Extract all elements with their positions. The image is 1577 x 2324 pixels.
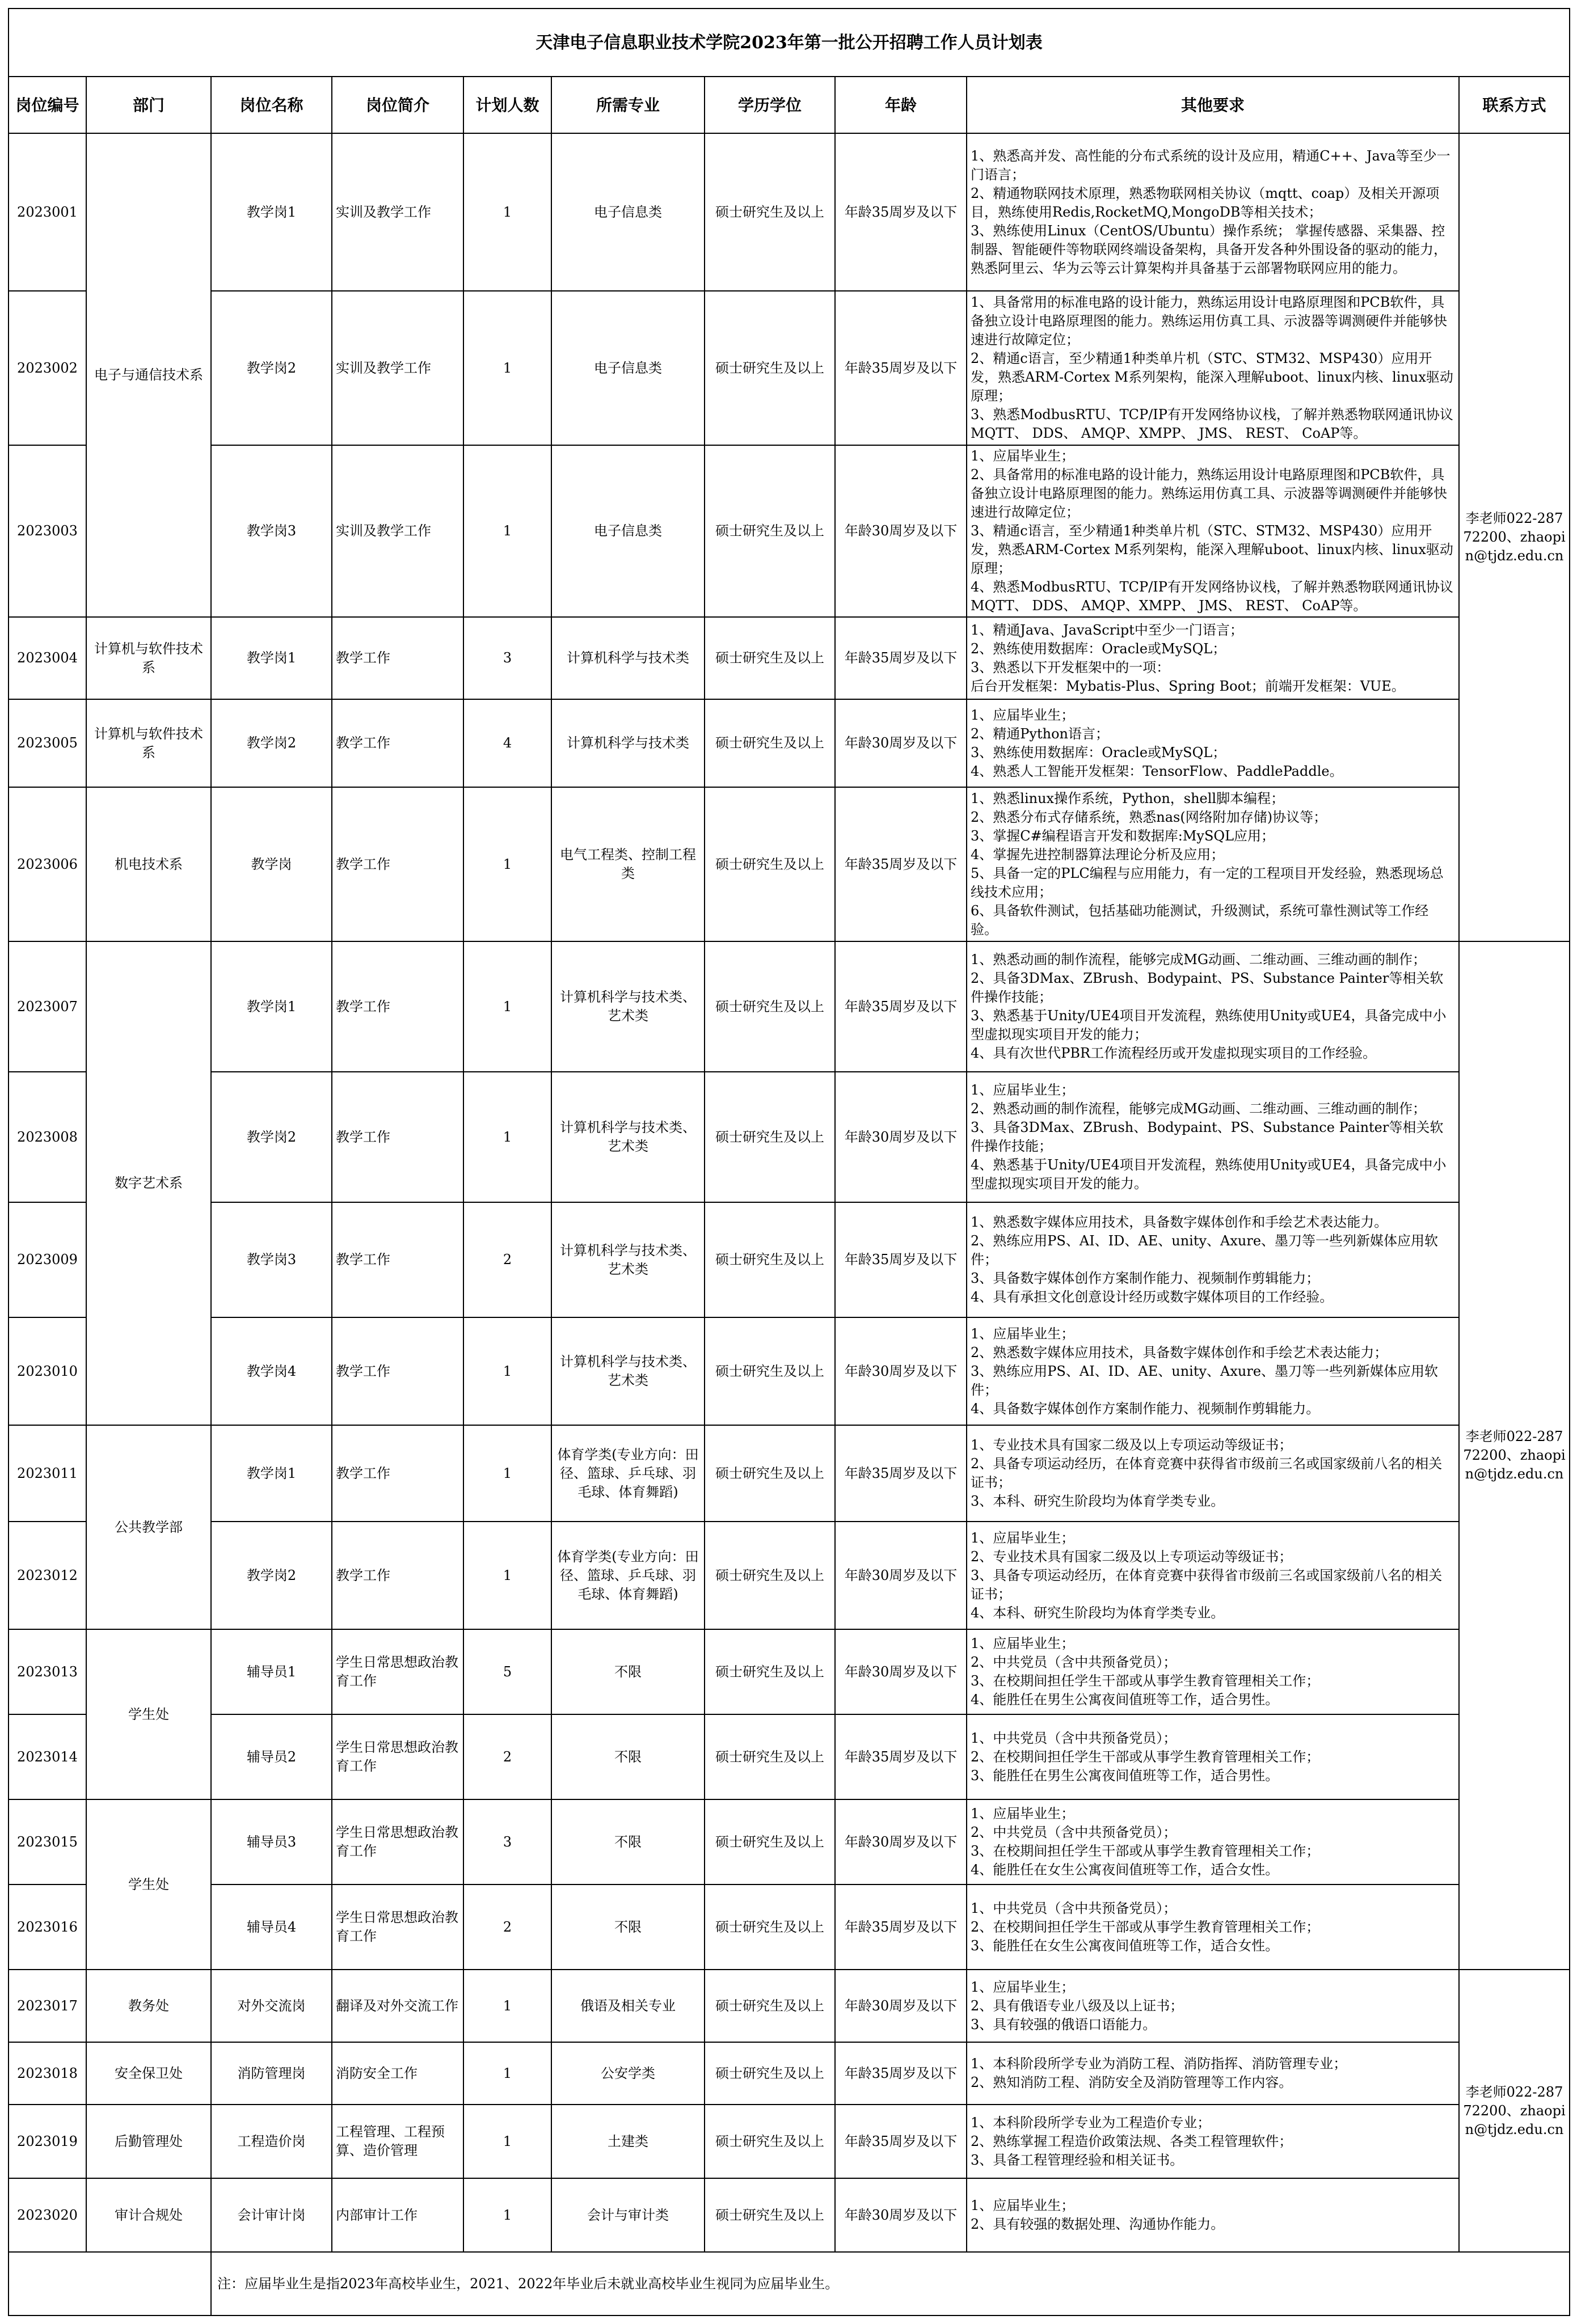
position-intro: 实训及教学工作 [332, 133, 463, 291]
age-limit: 年龄30周岁及以下 [835, 1629, 967, 1714]
requirement-line: 3、具备数字媒体创作方案制作能力、视频制作剪辑能力； [971, 1270, 1320, 1286]
age-limit: 年龄30周岁及以下 [835, 2178, 967, 2252]
position-name: 会计审计岗 [211, 2178, 332, 2252]
education: 硕士研究生及以上 [705, 1522, 835, 1629]
other-requirements [967, 1970, 1459, 2042]
other-requirements [967, 1425, 1459, 1522]
requirement-line: 4、掌握先进控制器算法理论分析及应用； [971, 847, 1225, 863]
position-name: 教学岗2 [211, 1072, 332, 1202]
table-row [9, 1522, 1570, 1629]
requirement-line: 2、熟悉动画的制作流程，能够完成MG动画、二维动画、三维动画的制作； [971, 1101, 1427, 1117]
requirement-line: 3、精通c语言，至少精通1种类单片机（STC、STM32、MSP430）应用开发，熟悉ARM-Cortex M系列架构，能深入理解uboot、linux内核、linux驱动原理； [971, 523, 1453, 576]
requirement-line: 1、熟悉动画的制作流程，能够完成MG动画、二维动画、三维动画的制作； [971, 952, 1427, 967]
position-id: 2023013 [9, 1629, 86, 1714]
position-name: 教学岗1 [211, 133, 332, 291]
requirement-line: 4、熟悉人工智能开发框架：TensorFlow、PaddlePaddle。 [971, 763, 1343, 779]
other-requirements [967, 1522, 1459, 1629]
requirement-line: 4、具有承担文化创意设计经历或数字媒体项目的工作经验。 [971, 1289, 1334, 1305]
requirement-line: 4、能胜任在男生公寓夜间值班等工作，适合男性。 [971, 1692, 1279, 1708]
required-major: 不限 [551, 1799, 705, 1884]
requirement-line: 3、熟悉以下开发框架中的一项： [971, 659, 1170, 675]
requirement-line: 2、精通c语言，至少精通1种类单片机（STC、STM32、MSP430）应用开发，熟悉ARM-Cortex M系列架构，能深入理解uboot、linux内核、linux驱动原理； [971, 350, 1453, 404]
requirement-line: 1、熟悉高并发、高性能的分布式系统的设计及应用，精通C++、Java等至少一门语言； [971, 147, 1450, 183]
department: 计算机与软件技术系 [86, 699, 211, 787]
header-cell: 所需专业 [551, 77, 705, 133]
position-name: 教学岗3 [211, 445, 332, 617]
position-intro: 教学工作 [332, 941, 463, 1072]
requirement-line: 1、应届毕业生； [971, 1806, 1075, 1822]
requirement-line: 2、熟练使用数据库：Oracle或MySQL； [971, 640, 1226, 657]
plan-count: 3 [463, 617, 551, 699]
requirement-line: 2、具有较强的数据处理、沟通协作能力。 [971, 2216, 1225, 2232]
age-limit: 年龄35周岁及以下 [835, 787, 967, 941]
department: 审计合规处 [86, 2178, 211, 2252]
requirement-line: 1、应届毕业生； [971, 707, 1075, 723]
education: 硕士研究生及以上 [705, 1629, 835, 1714]
requirement-line: 4、能胜任在女生公寓夜间值班等工作，适合女性。 [971, 1862, 1279, 1878]
education: 硕士研究生及以上 [705, 1202, 835, 1317]
education: 硕士研究生及以上 [705, 617, 835, 699]
table-row [9, 2042, 1570, 2105]
table-row [9, 291, 1570, 445]
department: 机电技术系 [86, 787, 211, 941]
position-name: 教学岗1 [211, 617, 332, 699]
age-limit: 年龄30周岁及以下 [835, 1970, 967, 2042]
recruitment-plan-sheet [8, 8, 1569, 2316]
requirement-line: 3、在校期间担任学生干部或从事学生教育管理相关工作； [971, 1673, 1320, 1689]
table-row [9, 699, 1570, 787]
position-id: 2023009 [9, 1202, 86, 1317]
table-row [9, 133, 1570, 291]
position-intro: 学生日常思想政治教育工作 [332, 1629, 463, 1714]
other-requirements [967, 699, 1459, 787]
requirement-line: 3、掌握C#编程语言开发和数据库:MySQL应用； [971, 828, 1275, 844]
position-name: 消防管理岗 [211, 2042, 332, 2105]
other-requirements [967, 617, 1459, 699]
table-row [9, 1072, 1570, 1202]
education: 硕士研究生及以上 [705, 2042, 835, 2105]
requirement-line: 1、本科阶段所学专业为工程造价专业； [971, 2114, 1211, 2131]
education: 硕士研究生及以上 [705, 1317, 835, 1425]
requirement-line: 4、具有次世代PBR工作流程经历或开发虚拟现实项目的工作经验。 [971, 1045, 1377, 1061]
department: 后勤管理处 [86, 2105, 211, 2178]
table-row [9, 445, 1570, 617]
other-requirements [967, 445, 1459, 617]
position-name: 教学岗2 [211, 1522, 332, 1629]
plan-count: 1 [463, 1522, 551, 1629]
requirement-line: 2、精通Python语言； [971, 725, 1109, 742]
other-requirements [967, 133, 1459, 291]
requirement-line: 2、专业技术具有国家二级及以上专项运动等级证书； [971, 1548, 1293, 1565]
table-row [9, 1317, 1570, 1425]
other-requirements [967, 1884, 1459, 1970]
department: 数字艺术系 [86, 941, 211, 1425]
plan-count: 1 [463, 133, 551, 291]
position-intro: 教学工作 [332, 787, 463, 941]
position-name: 教学岗2 [211, 291, 332, 445]
age-limit: 年龄30周岁及以下 [835, 1317, 967, 1425]
position-id: 2023016 [9, 1884, 86, 1970]
required-major: 俄语及相关专业 [551, 1970, 705, 2042]
other-requirements [967, 2105, 1459, 2178]
header-cell: 岗位名称 [211, 77, 332, 133]
other-requirements [967, 291, 1459, 445]
required-major: 不限 [551, 1629, 705, 1714]
education: 硕士研究生及以上 [705, 699, 835, 787]
contact-info: 李老师022-28772200、zhaopin@tjdz.edu.cn [1459, 1970, 1570, 2252]
department: 电子与通信技术系 [86, 133, 211, 617]
position-intro: 内部审计工作 [332, 2178, 463, 2252]
requirement-line: 1、本科阶段所学专业为消防工程、消防指挥、消防管理专业； [971, 2056, 1347, 2072]
plan-count: 1 [463, 2178, 551, 2252]
position-id: 2023007 [9, 941, 86, 1072]
requirement-line: 后台开发框架：Mybatis-Plus、Spring Boot；前端开发框架：VUE。 [971, 678, 1405, 694]
requirement-line: 4、本科、研究生阶段均为体育学类专业。 [971, 1604, 1225, 1621]
position-id: 2023003 [9, 445, 86, 617]
table-row [9, 1629, 1570, 1714]
plan-count: 1 [463, 2042, 551, 2105]
age-limit: 年龄30周岁及以下 [835, 1522, 967, 1629]
requirement-line: 2、在校期间担任学生干部或从事学生教育管理相关工作； [971, 1748, 1320, 1765]
plan-count: 5 [463, 1629, 551, 1714]
requirement-line: 2、中共党员（含中共预备党员）； [971, 1654, 1177, 1670]
position-name: 教学岗3 [211, 1202, 332, 1317]
position-intro: 教学工作 [332, 1072, 463, 1202]
requirement-line: 3、熟练应用PS、AI、ID、AE、unity、Axure、墨刀等一些列新媒体应用软件； [971, 1363, 1439, 1398]
position-id: 2023010 [9, 1317, 86, 1425]
education: 硕士研究生及以上 [705, 2178, 835, 2252]
requirement-line: 1、应届毕业生； [971, 2198, 1075, 2213]
age-limit: 年龄35周岁及以下 [835, 1884, 967, 1970]
footnote: 注：应届毕业生是指2023年高校毕业生，2021、2022年毕业后未就业高校毕业生视同为应届毕业生。 [211, 2252, 1570, 2315]
requirement-line: 3、熟练使用Linux（CentOS/Ubuntu）操作系统； 掌握传感器、采集器、控制器、智能硬件等物联网终端设备架构，具备开发各种外围设备的驱动的能力，熟悉阿里云、华为云等云计算架构并具备基于云部署物联网应用的能力。 [971, 222, 1447, 276]
requirement-line: 3、在校期间担任学生干部或从事学生教育管理相关工作； [971, 1843, 1320, 1859]
position-id: 2023014 [9, 1714, 86, 1799]
requirement-line: 3、能胜任在男生公寓夜间值班等工作，适合男性。 [971, 1767, 1279, 1784]
position-id: 2023005 [9, 699, 86, 787]
note-row [9, 2252, 1570, 2315]
position-id: 2023002 [9, 291, 86, 445]
plan-count: 2 [463, 1714, 551, 1799]
requirement-line: 2、具备3DMax、ZBrush、Bodypaint、PS、Substance Painter等相关软件操作技能； [971, 970, 1444, 1005]
required-major: 公安学类 [551, 2042, 705, 2105]
department: 公共教学部 [86, 1425, 211, 1629]
education: 硕士研究生及以上 [705, 1072, 835, 1202]
education: 硕士研究生及以上 [705, 1970, 835, 2042]
position-intro: 教学工作 [332, 1202, 463, 1317]
required-major: 会计与审计类 [551, 2178, 705, 2252]
table-row [9, 941, 1570, 1072]
required-major: 体育学类(专业方向：田径、篮球、乒乓球、羽毛球、体育舞蹈) [551, 1425, 705, 1522]
age-limit: 年龄30周岁及以下 [835, 699, 967, 787]
header-cell: 岗位简介 [332, 77, 463, 133]
requirement-line: 3、熟悉基于Unity/UE4项目开发流程，熟练使用Unity或UE4，具备完成中小型虚拟现实项目开发的能力； [971, 1008, 1447, 1042]
position-id: 2023001 [9, 133, 86, 291]
position-intro: 教学工作 [332, 1317, 463, 1425]
requirement-line: 3、具备专项运动经历，在体育竞赛中获得省市级前三名或国家级前八名的相关证书； [971, 1567, 1443, 1602]
plan-count: 2 [463, 1202, 551, 1317]
position-intro: 实训及教学工作 [332, 291, 463, 445]
requirement-line: 1、熟悉数字媒体应用技术，具备数字媒体创作和手绘艺术表达能力。 [971, 1214, 1388, 1230]
requirement-line: 1、应届毕业生； [971, 1529, 1075, 1546]
requirement-line: 1、熟悉linux操作系统，Python，shell脚本编程； [971, 791, 1285, 806]
other-requirements [967, 1629, 1459, 1714]
education: 硕士研究生及以上 [705, 2105, 835, 2178]
recruitment-plan-table [8, 8, 1570, 2316]
requirement-line: 2、熟练掌握工程造价政策法规、各类工程管理软件； [971, 2133, 1293, 2149]
other-requirements [967, 2178, 1459, 2252]
department: 学生处 [86, 1629, 211, 1799]
education: 硕士研究生及以上 [705, 1425, 835, 1522]
position-intro: 学生日常思想政治教育工作 [332, 1714, 463, 1799]
position-name: 教学岗 [211, 787, 332, 941]
education: 硕士研究生及以上 [705, 1714, 835, 1799]
education: 硕士研究生及以上 [705, 787, 835, 941]
position-intro: 教学工作 [332, 1425, 463, 1522]
age-limit: 年龄35周岁及以下 [835, 941, 967, 1072]
requirement-line: 2、具有俄语专业八级及以上证书； [971, 1997, 1184, 2014]
position-id: 2023015 [9, 1799, 86, 1884]
department: 学生处 [86, 1799, 211, 1970]
age-limit: 年龄30周岁及以下 [835, 1072, 967, 1202]
education: 硕士研究生及以上 [705, 291, 835, 445]
table-row [9, 1425, 1570, 1522]
other-requirements [967, 1072, 1459, 1202]
header-cell: 其他要求 [967, 77, 1459, 133]
required-major: 电子信息类 [551, 445, 705, 617]
table-row [9, 2105, 1570, 2178]
position-name: 辅导员4 [211, 1884, 332, 1970]
page-title: 天津电子信息职业技术学院2023年第一批公开招聘工作人员计划表 [9, 9, 1570, 77]
requirement-line: 4、具备数字媒体创作方案制作能力、视频制作剪辑能力。 [971, 1400, 1320, 1417]
department: 计算机与软件技术系 [86, 617, 211, 699]
plan-count: 2 [463, 1884, 551, 1970]
requirement-line: 3、本科、研究生阶段均为体育学类专业。 [971, 1493, 1225, 1509]
requirement-line: 1、中共党员（含中共预备党员）； [971, 1730, 1177, 1746]
requirement-line: 2、具备常用的标准电路的设计能力，熟练运用设计电路原理图和PCB软件，具备独立设计电路原理图的能力。熟练运用仿真工具、示波器等调测硬件并能够快速进行故障定位； [971, 467, 1447, 520]
plan-count: 4 [463, 699, 551, 787]
age-limit: 年龄35周岁及以下 [835, 2042, 967, 2105]
required-major: 土建类 [551, 2105, 705, 2178]
position-name: 辅导员2 [211, 1714, 332, 1799]
position-name: 对外交流岗 [211, 1970, 332, 2042]
requirement-line: 4、熟悉ModbusRTU、TCP/IP有开发网络协议栈，了解并熟悉物联网通讯协议MQTT、 DDS、 AMQP、XMPP、 JMS、 REST、 CoAP等。 [971, 579, 1453, 614]
requirement-line: 4、熟悉基于Unity/UE4项目开发流程，熟练使用Unity或UE4，具备完成中小型虚拟现实项目开发的能力。 [971, 1157, 1447, 1191]
title-row [9, 9, 1570, 77]
table-row [9, 1970, 1570, 2042]
requirement-line: 1、应届毕业生； [971, 1325, 1075, 1342]
required-major: 计算机科学与技术类 [551, 617, 705, 699]
age-limit: 年龄30周岁及以下 [835, 1799, 967, 1884]
requirement-line: 2、具备专项运动经历，在体育竞赛中获得省市级前三名或国家级前八名的相关证书； [971, 1456, 1443, 1490]
education: 硕士研究生及以上 [705, 445, 835, 617]
position-id: 2023012 [9, 1522, 86, 1629]
plan-count: 1 [463, 445, 551, 617]
requirement-line: 6、具备软件测试，包括基础功能测试，升级测试，系统可靠性测试等工作经验。 [971, 903, 1429, 937]
required-major: 计算机科学与技术类、艺术类 [551, 941, 705, 1072]
position-intro: 教学工作 [332, 617, 463, 699]
position-intro: 教学工作 [332, 1522, 463, 1629]
position-name: 工程造价岗 [211, 2105, 332, 2178]
age-limit: 年龄35周岁及以下 [835, 133, 967, 291]
note-blank [9, 2252, 211, 2315]
plan-count: 1 [463, 1317, 551, 1425]
requirement-line: 2、中共党员（含中共预备党员）； [971, 1824, 1177, 1840]
other-requirements [967, 1202, 1459, 1317]
required-major: 计算机科学与技术类、艺术类 [551, 1317, 705, 1425]
position-id: 2023008 [9, 1072, 86, 1202]
position-intro: 工程管理、工程预算、造价管理 [332, 2105, 463, 2178]
plan-count: 3 [463, 1799, 551, 1884]
age-limit: 年龄35周岁及以下 [835, 2105, 967, 2178]
required-major: 电子信息类 [551, 291, 705, 445]
plan-count: 1 [463, 1425, 551, 1522]
other-requirements [967, 1317, 1459, 1425]
position-intro: 翻译及对外交流工作 [332, 1970, 463, 2042]
requirement-line: 3、能胜任在女生公寓夜间值班等工作，适合女性。 [971, 1937, 1279, 1954]
other-requirements [967, 1799, 1459, 1884]
contact-info: 李老师022-28772200、zhaopin@tjdz.edu.cn [1459, 941, 1570, 1970]
other-requirements [967, 787, 1459, 941]
table-row [9, 1799, 1570, 1884]
plan-count: 1 [463, 291, 551, 445]
age-limit: 年龄35周岁及以下 [835, 1714, 967, 1799]
requirement-line: 1、精通Java、JavaScript中至少一门语言； [971, 622, 1243, 638]
required-major: 计算机科学与技术类、艺术类 [551, 1072, 705, 1202]
other-requirements [967, 941, 1459, 1072]
requirement-line: 2、熟练应用PS、AI、ID、AE、unity、Axure、墨刀等一些列新媒体应用软件； [971, 1233, 1439, 1267]
position-id: 2023006 [9, 787, 86, 941]
requirement-line: 3、熟悉ModbusRTU、TCP/IP有开发网络协议栈，了解并熟悉物联网通讯协议MQTT、 DDS、 AMQP、XMPP、 JMS、 REST、 CoAP等。 [971, 407, 1453, 441]
requirement-line: 1、具备常用的标准电路的设计能力，熟练运用设计电路原理图和PCB软件，具备独立设计电路原理图的能力。熟练运用仿真工具、示波器等调测硬件并能够快速进行故障定位； [971, 294, 1447, 348]
table-row [9, 617, 1570, 699]
header-cell: 岗位编号 [9, 77, 86, 133]
header-cell: 联系方式 [1459, 77, 1570, 133]
table-row [9, 1714, 1570, 1799]
requirement-line: 3、具备工程管理经验和相关证书。 [971, 2152, 1184, 2168]
header-cell: 部门 [86, 77, 211, 133]
education: 硕士研究生及以上 [705, 1884, 835, 1970]
requirement-line: 1、应届毕业生； [971, 1636, 1075, 1651]
position-intro: 教学工作 [332, 699, 463, 787]
requirement-line: 1、应届毕业生； [971, 1979, 1075, 1995]
position-id: 2023019 [9, 2105, 86, 2178]
position-name: 辅导员1 [211, 1629, 332, 1714]
position-intro: 学生日常思想政治教育工作 [332, 1799, 463, 1884]
plan-count: 1 [463, 941, 551, 1072]
table-row [9, 2178, 1570, 2252]
requirement-line: 3、具备3DMax、ZBrush、Bodypaint、PS、Substance Painter等相关软件操作技能； [971, 1119, 1444, 1154]
requirement-line: 3、具有较强的俄语口语能力。 [971, 2016, 1157, 2033]
header-cell: 学历学位 [705, 77, 835, 133]
requirement-line: 2、熟悉数字媒体应用技术，具备数字媒体创作和手绘艺术表达能力； [971, 1344, 1388, 1360]
requirement-line: 1、中共党员（含中共预备党员）； [971, 1900, 1177, 1916]
education: 硕士研究生及以上 [705, 941, 835, 1072]
position-id: 2023017 [9, 1970, 86, 2042]
header-row [9, 77, 1570, 133]
requirement-line: 2、熟悉分布式存储系统，熟悉nas(网络附加存储)协议等； [971, 809, 1327, 825]
contact-info: 李老师022-28772200、zhaopin@tjdz.edu.cn [1459, 133, 1570, 941]
required-major: 不限 [551, 1714, 705, 1799]
age-limit: 年龄35周岁及以下 [835, 291, 967, 445]
position-name: 辅导员3 [211, 1799, 332, 1884]
requirement-line: 2、熟知消防工程、消防安全及消防管理等工作内容。 [971, 2074, 1293, 2090]
requirement-line: 1、应届毕业生； [971, 1082, 1075, 1098]
position-id: 2023018 [9, 2042, 86, 2105]
position-intro: 实训及教学工作 [332, 445, 463, 617]
table-row [9, 787, 1570, 941]
required-major: 计算机科学与技术类 [551, 699, 705, 787]
position-id: 2023004 [9, 617, 86, 699]
requirement-line: 5、具备一定的PLC编程与应用能力，有一定的工程项目开发经验，熟悉现场总线技术应用； [971, 865, 1444, 900]
required-major: 电子信息类 [551, 133, 705, 291]
table-row [9, 1884, 1570, 1970]
plan-count: 1 [463, 787, 551, 941]
header-cell: 计划人数 [463, 77, 551, 133]
position-id: 2023020 [9, 2178, 86, 2252]
position-intro: 学生日常思想政治教育工作 [332, 1884, 463, 1970]
requirement-line: 1、专业技术具有国家二级及以上专项运动等级证书； [971, 1437, 1293, 1453]
plan-count: 1 [463, 1970, 551, 2042]
plan-count: 1 [463, 1072, 551, 1202]
requirement-line: 2、精通物联网技术原理，熟悉物联网相关协议（mqtt、coap）及相关开源项目，熟练使用Redis,RocketMQ,MongoDB等相关技术； [971, 185, 1440, 220]
required-major: 体育学类(专业方向：田径、篮球、乒乓球、羽毛球、体育舞蹈) [551, 1522, 705, 1629]
required-major: 计算机科学与技术类、艺术类 [551, 1202, 705, 1317]
department: 安全保卫处 [86, 2042, 211, 2105]
table-row [9, 1202, 1570, 1317]
position-intro: 消防安全工作 [332, 2042, 463, 2105]
position-name: 教学岗1 [211, 941, 332, 1072]
position-name: 教学岗1 [211, 1425, 332, 1522]
requirement-line: 1、应届毕业生； [971, 448, 1075, 464]
position-name: 教学岗2 [211, 699, 332, 787]
header-cell: 年龄 [835, 77, 967, 133]
age-limit: 年龄35周岁及以下 [835, 617, 967, 699]
age-limit: 年龄35周岁及以下 [835, 1425, 967, 1522]
age-limit: 年龄30周岁及以下 [835, 445, 967, 617]
plan-count: 1 [463, 2105, 551, 2178]
other-requirements [967, 1714, 1459, 1799]
required-major: 不限 [551, 1884, 705, 1970]
requirement-line: 3、熟练使用数据库：Oracle或MySQL； [971, 744, 1226, 760]
age-limit: 年龄35周岁及以下 [835, 1202, 967, 1317]
other-requirements [967, 2042, 1459, 2105]
education: 硕士研究生及以上 [705, 1799, 835, 1884]
required-major: 电气工程类、控制工程类 [551, 787, 705, 941]
education: 硕士研究生及以上 [705, 133, 835, 291]
requirement-line: 2、在校期间担任学生干部或从事学生教育管理相关工作； [971, 1919, 1320, 1935]
position-name: 教学岗4 [211, 1317, 332, 1425]
department: 教务处 [86, 1970, 211, 2042]
position-id: 2023011 [9, 1425, 86, 1522]
